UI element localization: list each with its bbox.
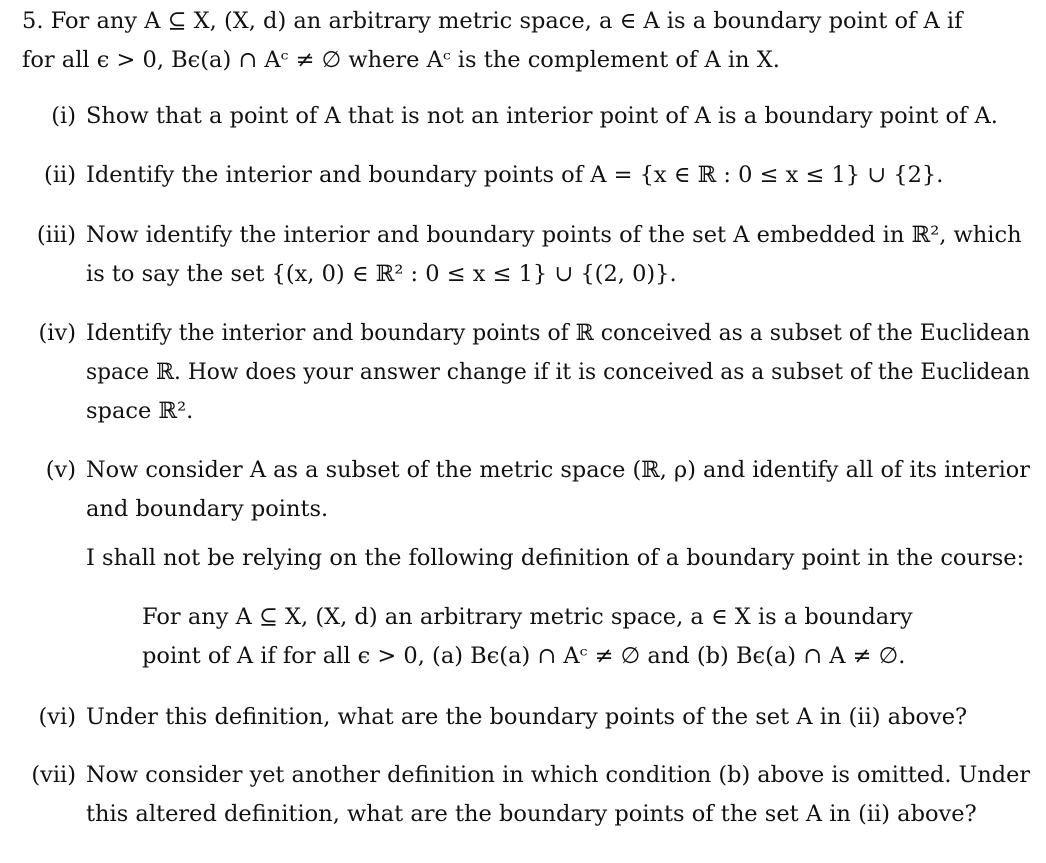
item-ii-line-1: Identify the interior and boundary points of A = {x ∈ ℝ : 0 ≤ x ≤ 1} ∪ {2}.	[86, 162, 944, 188]
item-label-iv: (iv)	[38, 320, 76, 346]
item-label-iii: (iii)	[36, 222, 76, 248]
intro-line-2: for all ϵ > 0, Bϵ(a) ∩ Aᶜ ≠ ∅ where Aᶜ is the complement of A in X.	[22, 47, 780, 73]
item-iv-line-1: Identify the interior and boundary points of ℝ conceived as a subset of the Euclidean	[86, 320, 1031, 346]
item-vii-line-2: this altered definition, what are the boundary points of the set A in (ii) above?	[86, 801, 977, 827]
item-iv-line-3: space ℝ².	[86, 398, 194, 424]
item-label-vi: (vi)	[38, 704, 76, 730]
item-vi-line-1: Under this definition, what are the boundary points of the set A in (ii) above?	[86, 704, 968, 730]
item-label-vii: (vii)	[31, 762, 76, 788]
intro-line-1: 5. For any A ⊆ X, (X, d) an arbitrary metric space, a ∈ A is a boundary point of A if	[22, 8, 963, 34]
item-vii-line-1: Now consider yet another definition in which condition (b) above is omitted. Under	[86, 762, 1031, 788]
item-iii-line-2: is to say the set {(x, 0) ∈ ℝ² : 0 ≤ x ≤ 1} ∪ {(2, 0)}.	[86, 261, 677, 287]
item-v-line-2: and boundary points.	[86, 496, 329, 522]
item-label-v: (v)	[45, 457, 76, 483]
item-label-ii: (ii)	[44, 162, 76, 188]
item-label-i: (i)	[51, 103, 76, 129]
definition-line-2: point of A if for all ϵ > 0, (a) Bϵ(a) ∩ Aᶜ ≠ ∅ and (b) Bϵ(a) ∩ A ≠ ∅.	[142, 643, 906, 669]
item-i-line-1: Show that a point of A that is not an interior point of A is a boundary point of A.	[86, 103, 998, 129]
definition-line-1: For any A ⊆ X, (X, d) an arbitrary metric space, a ∈ X is a boundary	[142, 604, 913, 630]
item-iv-line-2: space ℝ. How does your answer change if it is conceived as a subset of the Euclidean	[86, 359, 1031, 385]
item-iii-line-1: Now identify the interior and boundary points of the set A embedded in ℝ², which	[86, 222, 1022, 248]
note-text: I shall not be relying on the following definition of a boundary point in the course:	[86, 545, 1025, 571]
item-v-line-1: Now consider A as a subset of the metric space (ℝ, ρ) and identify all of its interior	[86, 457, 1030, 483]
